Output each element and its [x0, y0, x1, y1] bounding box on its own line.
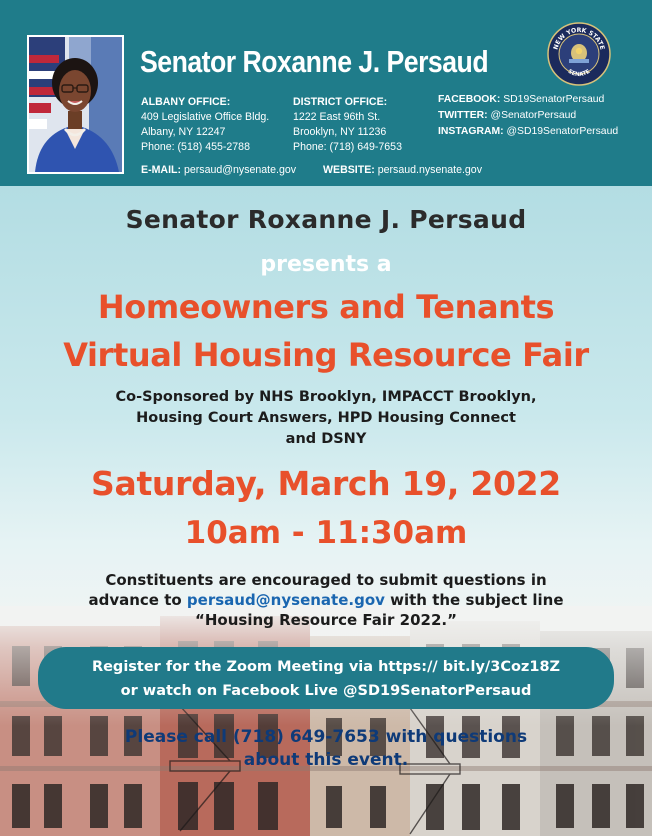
instagram-label: INSTAGRAM:: [438, 126, 504, 137]
facebook-live-link[interactable]: or watch on Facebook Live @SD19SenatorPersaud: [120, 683, 532, 699]
facebook-handle[interactable]: SD19SenatorPersaud: [503, 94, 605, 105]
call-info-block: [0, 726, 652, 772]
instagram-handle[interactable]: @SD19SenatorPersaud: [506, 126, 619, 137]
call-line1: Please call (718) 649-7653 with questions: [124, 727, 528, 747]
district-address-line2: Brooklyn, NY 11236: [293, 126, 387, 138]
albany-address-line1: 409 Legislative Office Bldg.: [141, 111, 270, 123]
website-link[interactable]: persaud.nysenate.gov: [377, 164, 482, 176]
ny-senate-seal-icon: [547, 22, 611, 86]
instagram-line: [438, 124, 618, 140]
cosponsor-line2: Housing Court Answers, HPD Housing Connect: [136, 410, 516, 426]
call-line2: about this event.: [243, 750, 409, 770]
facebook-label: FACEBOOK:: [438, 94, 501, 105]
event-time: 10am - 11:30am: [184, 515, 468, 551]
cosponsor-line3: and DSNY: [285, 431, 367, 447]
submit-questions-block: [0, 570, 652, 630]
submit-email-link[interactable]: persaud@nysenate.gov: [186, 591, 385, 609]
submit-line2: [0, 590, 652, 610]
event-poster: [0, 186, 652, 836]
event-title-line1: Homeowners and Tenants: [97, 288, 555, 326]
submit-line2-post: with the subject line: [384, 591, 564, 609]
submit-line2-pre: advance to: [88, 591, 187, 609]
website-label: WEBSITE:: [323, 164, 375, 176]
albany-office-title: ALBANY OFFICE:: [141, 96, 231, 108]
cosponsors-block: [0, 387, 652, 450]
albany-phone: Phone: (518) 455-2788: [141, 141, 250, 153]
zoom-registration-text: [0, 655, 652, 703]
albany-address-line2: Albany, NY 12247: [141, 126, 226, 138]
senator-portrait: [27, 35, 124, 174]
district-phone: Phone: (718) 649-7653: [293, 141, 402, 153]
email-label: E-MAIL:: [141, 164, 182, 176]
social-media-block: [438, 92, 618, 140]
header-banner: [0, 0, 652, 186]
presents-text: presents a: [260, 252, 392, 277]
district-address-line1: 1222 East 96th St.: [293, 111, 381, 123]
zoom-register-link[interactable]: Register for the Zoom Meeting via https:// bit.ly/3Coz18Z: [91, 659, 561, 675]
website-line: [323, 164, 482, 176]
seal-text-bottom: SENATE: [566, 68, 592, 79]
cosponsor-line1: Co-Sponsored by NHS Brooklyn, IMPACCT Brooklyn,: [115, 389, 537, 405]
district-office-title: DISTRICT OFFICE:: [293, 96, 388, 108]
seal-text-top: NEW YORK STATE: [552, 26, 606, 51]
submit-line1: Constituents are encouraged to submit questions in: [105, 571, 547, 589]
event-title-line2: Virtual Housing Resource Fair: [63, 336, 589, 374]
facebook-line: [438, 92, 618, 108]
email-link[interactable]: persaud@nysenate.gov: [183, 164, 297, 176]
presenter-name: Senator Roxanne J. Persaud: [125, 205, 527, 234]
twitter-label: TWITTER:: [438, 110, 488, 121]
email-line: [141, 164, 296, 176]
twitter-handle[interactable]: @SenatorPersaud: [490, 110, 577, 121]
twitter-line: [438, 108, 618, 124]
header-senator-name: Senator Roxanne J. Persaud: [140, 44, 489, 79]
submit-line3: “Housing Resource Fair 2022.”: [195, 611, 457, 629]
district-office-block: [293, 95, 402, 155]
albany-office-block: [141, 95, 269, 155]
brownstone-buildings-image: [0, 606, 652, 836]
event-date: Saturday, March 19, 2022: [91, 464, 561, 503]
